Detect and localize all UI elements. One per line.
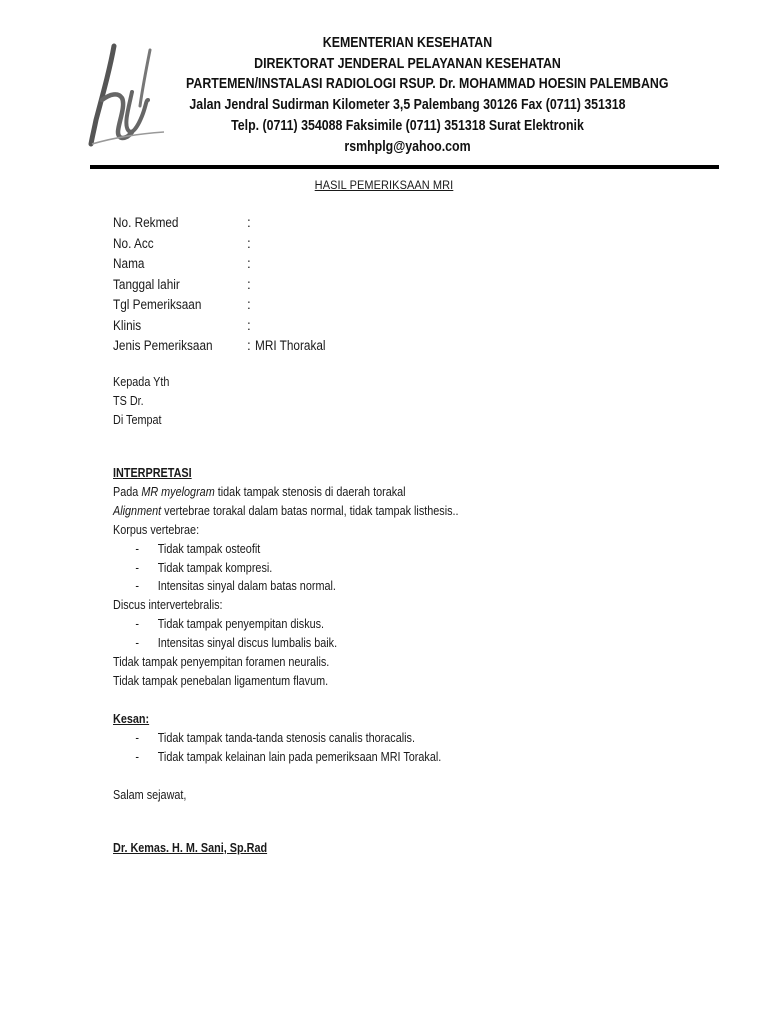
field-colon: : [247,338,251,353]
text-suffix: vertebrae torakal dalam batas normal, tidak tampak listhesis.. [161,503,459,518]
recipient-block [113,373,169,430]
interpretation-line [113,483,459,502]
field-colon: : [247,215,251,230]
bullet-dash: - [135,636,139,651]
closing-greeting: Salam sejawat, [113,788,187,802]
interpretation-line [113,502,459,521]
discus-label: Discus intervertebralis: [113,598,223,613]
italic-term: Alignment [113,503,162,518]
department-name: PARTEMEN/INSTALASI RADIOLOGI RSUP. Dr. MOHAMMAD HOESIN PALEMBANG [186,76,669,93]
field-label: No. Acc [113,235,154,251]
field-colon: : [247,256,251,271]
email-line: rsmhplg@yahoo.com [344,138,471,155]
interpretation-section [113,464,459,691]
document-title: HASIL PEMERIKSAAN MRI [314,178,454,192]
italic-term: MR myelogram [141,484,215,499]
list-item-text: Tidak tampak tanda-tanda stenosis canalis thoracalis. [157,730,415,745]
list-item [113,634,459,653]
field-colon: : [247,317,251,333]
field-label: Klinis [113,317,142,333]
field-label: Tanggal lahir [113,276,180,292]
bullet-dash: - [135,730,139,745]
interpretation-line: Tidak tampak penebalan ligamentum flavum. [113,673,329,688]
recipient-line: TS Dr. [113,393,144,408]
list-item [113,615,459,634]
ministry-name: KEMENTERIAN KESEHATAN [322,35,493,51]
interpretation-line: Tidak tampak penyempitan foramen neuralis. [113,654,330,669]
kesan-heading: Kesan: [113,712,150,726]
field-label: No. Rekmed [113,215,179,230]
phone-line: Telp. (0711) 354088 Faksimile (0711) 351318 Surat Elektronik [231,117,584,134]
field-colon: : [247,297,251,312]
kesan-section [113,710,442,767]
field-colon: : [247,276,251,292]
field-label: Tgl Pemeriksaan [113,297,202,312]
recipient-line: Kepada Yth [113,375,170,389]
bullet-dash: - [135,617,139,632]
letterhead [150,33,669,157]
field-label: Nama [113,256,145,271]
list-item-text: Tidak tampak penyempitan diskus. [157,617,325,632]
korpus-label: Korpus vertebrae: [113,522,200,537]
list-item [113,540,459,559]
text-suffix: tidak tampak stenosis di daerah torakal [214,484,406,499]
list-item [113,729,415,748]
list-item-text: Intensitas sinyal discus lumbalis baik. [157,636,338,651]
bullet-dash: - [135,749,139,764]
letterhead-divider [90,165,719,169]
field-colon: : [247,235,251,251]
interpretation-heading: INTERPRETASI [113,466,192,480]
directorate-name: DIREKTORAT JENDERAL PELAYANAN KESEHATAN [254,55,561,72]
signature-name: Dr. Kemas. H. M. Sani, Sp.Rad [113,841,268,855]
list-item [113,559,459,578]
list-item-text: Tidak tampak kompresi. [157,560,273,575]
list-item [113,577,459,596]
bullet-dash: - [135,541,139,556]
field-value: MRI Thorakal [255,338,326,353]
text-prefix: Pada [113,484,142,499]
list-item-text: Tidak tampak kelainan lain pada pemeriksaan MRI Torakal. [157,749,442,764]
list-item-text: Intensitas sinyal dalam batas normal. [157,579,336,594]
address-line: Jalan Jendral Sudirman Kilometer 3,5 Palembang 30126 Fax (0711) 351318 [189,97,626,114]
list-item [113,748,442,767]
field-label: Jenis Pemeriksaan [113,338,213,353]
recipient-line: Di Tempat [113,412,162,427]
bullet-dash: - [135,579,139,594]
bullet-dash: - [135,560,139,575]
list-item-text: Tidak tampak osteofit [157,541,261,556]
